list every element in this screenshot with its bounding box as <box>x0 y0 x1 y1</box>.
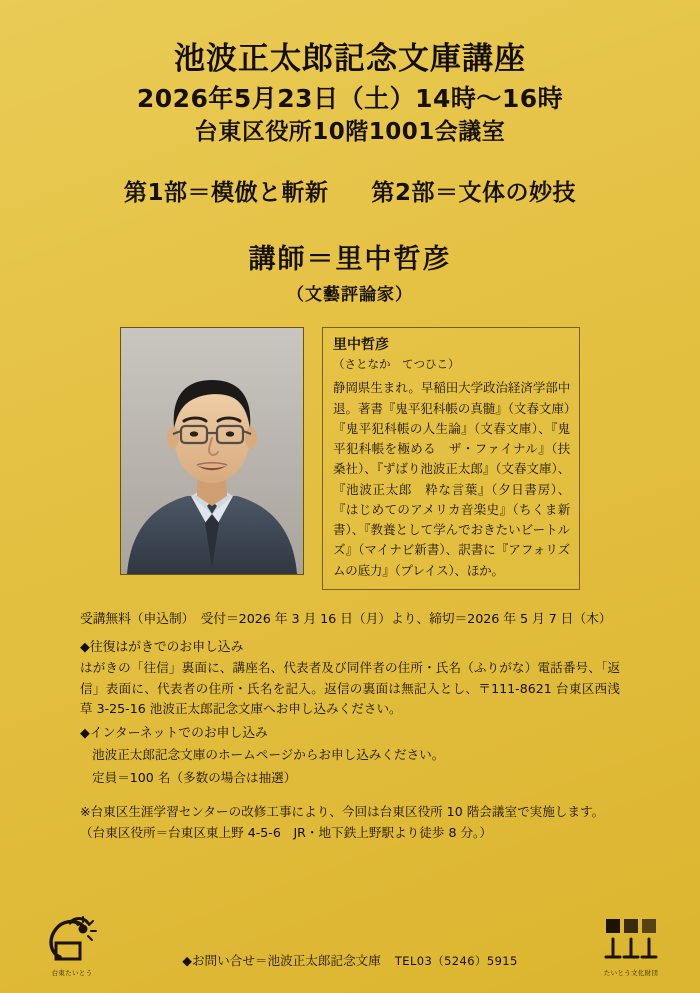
lecturer-bio-box <box>322 327 580 589</box>
fee-and-deadline: 受講無料（申込制） 受付＝2026 年 3 月 16 日（月）より、締切＝2026 年 5 月 7 日（木） <box>80 611 612 627</box>
program-part-2: 第2部＝文体の妙技 <box>371 180 577 207</box>
culture-foundation-logo-icon <box>598 913 664 963</box>
apply-internet-heading: ◆インターネットでのお申し込み <box>80 726 268 742</box>
venue-note-line2: （台東区役所＝台東区東上野 4-5-6 JR・地下鉄上野駅より徒歩 8 分。） <box>80 824 492 840</box>
apply-internet-body: 池波正太郎記念文庫のホームページからお申し込みください。 <box>92 747 445 763</box>
bio-text: 静岡県生まれ。早稲田大学政治経済学部中退。著書『鬼平犯科帳の真髄』（文春文庫）『鬼平犯科帳の人生論』（文春文庫）、『鬼平犯科帳を極める ザ・ファイナル』（扶桑社）、『ずばり池波正太郎』（文春文庫）、『池波正太郎 粋な言葉』（夕日書房）、『はじめてのアメリカ音楽史』（ちくま新書）、『教養として学んでおきたいビートルズ』（マイナビ新書）、訳書に『アフォリズムの底力』（プレイス）、ほか。 <box>333 380 570 578</box>
program-parts <box>0 174 700 207</box>
contact-label: ◆お問い合せ＝池波正太郎記念文庫 <box>182 953 381 968</box>
venue-note-line1: ※台東区生涯学習センターの改修工事により、今回は台東区役所 10 階会議室で実施します。 <box>80 803 605 819</box>
culture-foundation-logo <box>594 913 668 977</box>
apply-postcard-heading: ◆往復はがきでのお申し込み <box>80 639 244 655</box>
contact-tel: TEL03（5246）5915 <box>394 954 518 968</box>
lecturer-portrait <box>120 327 304 575</box>
bio-name-kana: （さとなか てつひこ） <box>333 357 460 372</box>
portrait-photo-icon <box>121 328 303 574</box>
poster-header <box>0 0 700 305</box>
application-details <box>80 610 620 843</box>
taito-city-logo-caption: 台東たいとう <box>51 969 93 977</box>
bio-name: 里中哲彦 <box>333 337 389 354</box>
lecturer-profile <box>0 327 700 589</box>
lecturer-title: （文藝評論家） <box>287 285 413 306</box>
taito-city-logo <box>36 913 108 977</box>
apply-postcard-body: はがきの「往信」裏面に、講座名、代表者及び同伴者の住所・氏名（ふりがな）電話番号、「返信」表面に、代表者の住所・氏名を記入。返信の裏面は無記入とし、〒111-8621 台東区西浅草 3-25-16 池波正太郎記念文庫へお申し込みください。 <box>80 660 620 717</box>
program-part-1: 第1部＝模倣と斬新 <box>123 180 329 207</box>
culture-foundation-logo-caption: たいとう文化財団 <box>603 969 659 977</box>
lecturer-name: 講師＝里中哲彦 <box>248 244 452 276</box>
taito-city-logo-icon <box>40 913 104 963</box>
capacity-text: 定員＝100 名（多数の場合は抽選） <box>92 769 297 785</box>
event-datetime: 2026年5月23日（土）14時〜16時 <box>136 83 564 113</box>
event-venue: 台東区役所10階1001会議室 <box>194 119 506 146</box>
page-title: 池波正太郎記念文庫講座 <box>174 41 526 77</box>
